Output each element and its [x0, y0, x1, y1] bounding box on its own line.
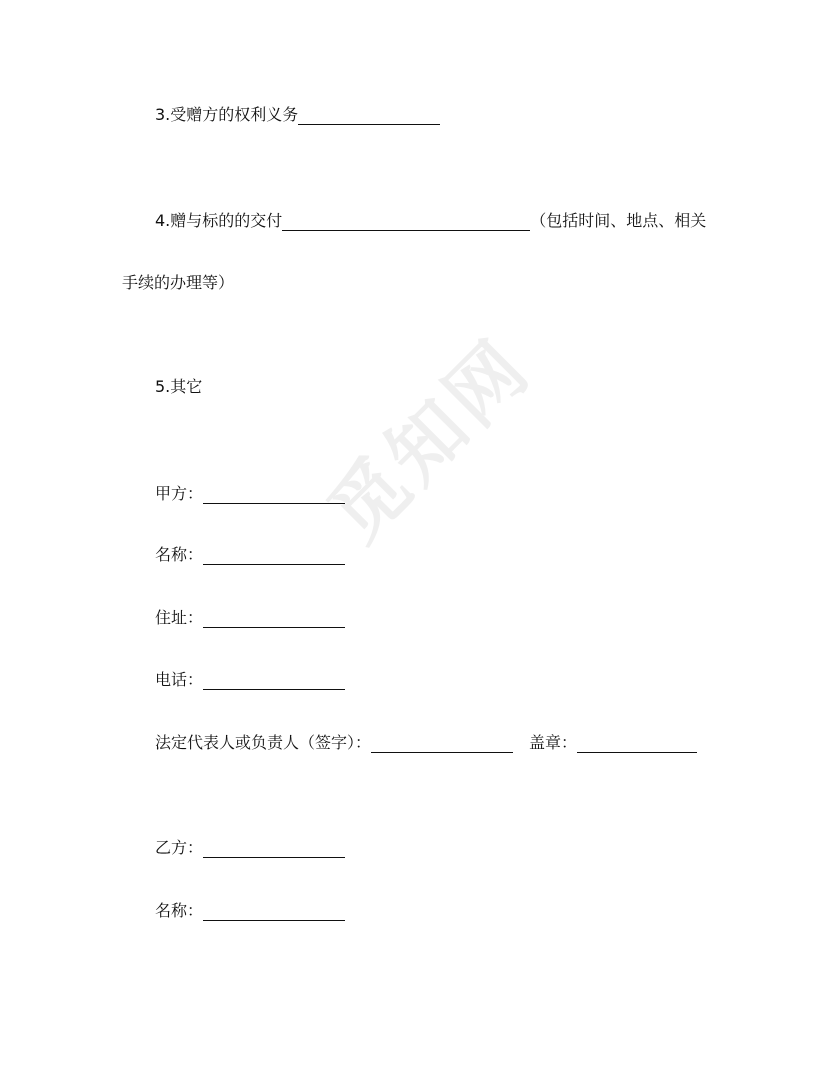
clause-4-blank[interactable] — [282, 214, 530, 231]
party-b-row — [155, 837, 345, 859]
party-b-name-label: 名称： — [155, 901, 204, 920]
party-a-phone-blank[interactable] — [203, 673, 345, 690]
clause-4-suffix: （包括时间、地点、相关 — [530, 211, 707, 230]
party-a-name-label: 名称： — [155, 545, 204, 564]
party-a-address-row — [155, 607, 345, 629]
party-a-name-blank[interactable] — [203, 548, 345, 565]
party-a-address-blank[interactable] — [203, 611, 345, 628]
clause-4-text: 4.赠与标的的交付 — [155, 211, 283, 230]
party-a-rep-blank[interactable] — [371, 736, 513, 753]
party-a-rep-row — [155, 732, 697, 754]
party-a-label: 甲方： — [155, 484, 204, 503]
clause-3 — [155, 104, 440, 126]
party-a-rep-label: 法定代表人或负责人（签字）： — [155, 733, 372, 752]
watermark: 觅知网 — [311, 321, 549, 559]
party-a-address-label: 住址： — [155, 608, 204, 627]
party-b-blank[interactable] — [203, 841, 345, 858]
clause-3-blank[interactable] — [298, 108, 440, 125]
party-b-name-row — [155, 900, 345, 922]
party-a-seal-label: 盖章： — [529, 733, 578, 752]
party-b-name-blank[interactable] — [203, 904, 345, 921]
clause-4-continuation: 手续的办理等） — [122, 273, 235, 292]
clause-5: 5.其它 — [155, 377, 203, 396]
party-a-phone-label: 电话： — [155, 670, 204, 689]
clause-4 — [155, 210, 706, 232]
clause-3-text: 3.受赠方的权利义务 — [155, 105, 299, 124]
party-a-name-row — [155, 544, 345, 566]
party-a-seal-blank[interactable] — [577, 736, 697, 753]
party-b-label: 乙方： — [155, 838, 204, 857]
party-a-blank[interactable] — [203, 487, 345, 504]
party-a-phone-row — [155, 669, 345, 691]
party-a-row — [155, 483, 345, 505]
